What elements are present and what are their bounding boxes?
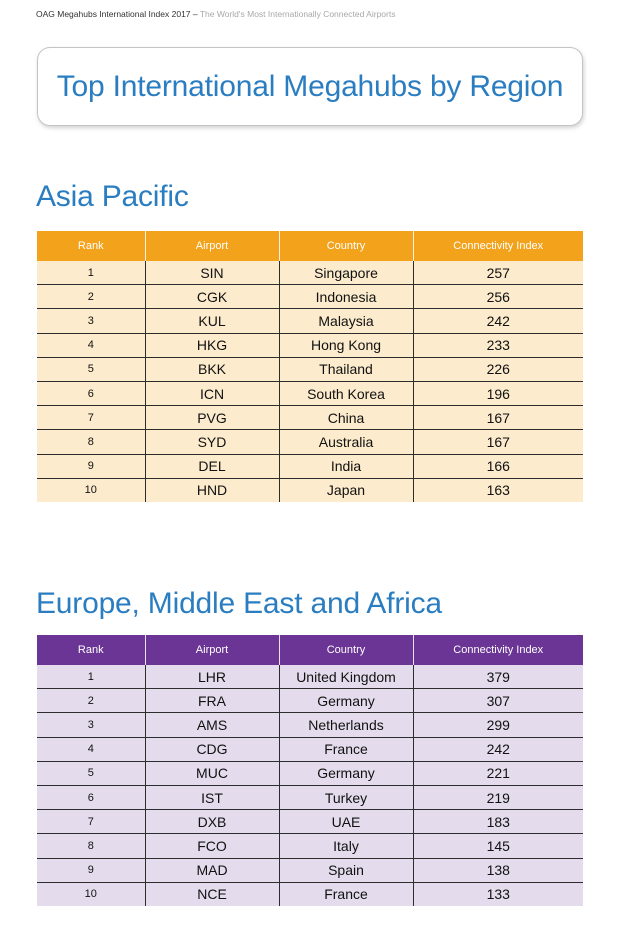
connectivity-index-cell: 163 xyxy=(413,478,583,502)
rank-cell: 5 xyxy=(37,761,145,785)
rank-cell: 6 xyxy=(37,381,145,405)
country-cell: United Kingdom xyxy=(279,665,413,689)
airport-cell: IST xyxy=(145,785,279,809)
table-row xyxy=(37,665,583,689)
airport-cell: SIN xyxy=(145,261,279,285)
rank-cell: 7 xyxy=(37,810,145,834)
rank-cell: 3 xyxy=(37,309,145,333)
airport-cell: LHR xyxy=(145,665,279,689)
connectivity-index-cell: 256 xyxy=(413,285,583,309)
country-cell: Germany xyxy=(279,689,413,713)
column-header-connectivity-index: Connectivity Index xyxy=(413,635,583,665)
column-header-rank: Rank xyxy=(37,635,145,665)
connectivity-index-cell: 242 xyxy=(413,309,583,333)
connectivity-index-cell: 307 xyxy=(413,689,583,713)
column-header-airport: Airport xyxy=(145,231,279,261)
table-row xyxy=(37,333,583,357)
airport-cell: KUL xyxy=(145,309,279,333)
rank-cell: 2 xyxy=(37,689,145,713)
table-header-row xyxy=(37,231,583,261)
header-subtitle: The World's Most Internationally Connected Airports xyxy=(199,9,396,19)
airport-cell: CDG xyxy=(145,737,279,761)
airport-cell: MAD xyxy=(145,858,279,882)
rank-cell: 10 xyxy=(37,882,145,906)
country-cell: Hong Kong xyxy=(279,333,413,357)
table-row xyxy=(37,882,583,906)
table-row xyxy=(37,309,583,333)
table-header-row xyxy=(37,635,583,665)
table-row xyxy=(37,785,583,809)
connectivity-index-cell: 167 xyxy=(413,406,583,430)
airport-cell: SYD xyxy=(145,430,279,454)
airport-cell: FRA xyxy=(145,689,279,713)
table-row xyxy=(37,430,583,454)
country-cell: China xyxy=(279,406,413,430)
country-cell: Singapore xyxy=(279,261,413,285)
table-row xyxy=(37,478,583,502)
table-row xyxy=(37,761,583,785)
rank-cell: 4 xyxy=(37,333,145,357)
country-cell: Australia xyxy=(279,430,413,454)
emea-heading: Europe, Middle East and Africa xyxy=(36,587,442,620)
table-row xyxy=(37,381,583,405)
rank-cell: 9 xyxy=(37,454,145,478)
table-row xyxy=(37,810,583,834)
connectivity-index-cell: 221 xyxy=(413,761,583,785)
table-row xyxy=(37,406,583,430)
column-header-rank: Rank xyxy=(37,231,145,261)
rank-cell: 3 xyxy=(37,713,145,737)
rank-cell: 8 xyxy=(37,430,145,454)
rank-cell: 8 xyxy=(37,834,145,858)
airport-cell: BKK xyxy=(145,357,279,381)
country-cell: Malaysia xyxy=(279,309,413,333)
country-cell: Italy xyxy=(279,834,413,858)
country-cell: Thailand xyxy=(279,357,413,381)
rank-cell: 1 xyxy=(37,665,145,689)
title-box xyxy=(37,47,583,126)
table-row xyxy=(37,834,583,858)
country-cell: Spain xyxy=(279,858,413,882)
connectivity-index-cell: 219 xyxy=(413,785,583,809)
airport-cell: ICN xyxy=(145,381,279,405)
airport-cell: DEL xyxy=(145,454,279,478)
country-cell: UAE xyxy=(279,810,413,834)
country-cell: South Korea xyxy=(279,381,413,405)
country-cell: France xyxy=(279,882,413,906)
connectivity-index-cell: 233 xyxy=(413,333,583,357)
airport-cell: MUC xyxy=(145,761,279,785)
table-row xyxy=(37,454,583,478)
connectivity-index-cell: 167 xyxy=(413,430,583,454)
table-row xyxy=(37,713,583,737)
country-cell: Germany xyxy=(279,761,413,785)
emea-table xyxy=(37,635,583,906)
column-header-connectivity-index: Connectivity Index xyxy=(413,231,583,261)
connectivity-index-cell: 138 xyxy=(413,858,583,882)
country-cell: Netherlands xyxy=(279,713,413,737)
table-row xyxy=(37,689,583,713)
page-title: Top International Megahubs by Region xyxy=(56,69,564,103)
connectivity-index-cell: 166 xyxy=(413,454,583,478)
column-header-country: Country xyxy=(279,635,413,665)
rank-cell: 9 xyxy=(37,858,145,882)
airport-cell: PVG xyxy=(145,406,279,430)
country-cell: Indonesia xyxy=(279,285,413,309)
table-row xyxy=(37,858,583,882)
header-title: OAG Megahubs International Index 2017 – xyxy=(36,9,200,19)
connectivity-index-cell: 133 xyxy=(413,882,583,906)
rank-cell: 10 xyxy=(37,478,145,502)
column-header-airport: Airport xyxy=(145,635,279,665)
airport-cell: CGK xyxy=(145,285,279,309)
connectivity-index-cell: 145 xyxy=(413,834,583,858)
connectivity-index-cell: 196 xyxy=(413,381,583,405)
connectivity-index-cell: 379 xyxy=(413,665,583,689)
table-row xyxy=(37,285,583,309)
rank-cell: 2 xyxy=(37,285,145,309)
airport-cell: FCO xyxy=(145,834,279,858)
rank-cell: 1 xyxy=(37,261,145,285)
connectivity-index-cell: 299 xyxy=(413,713,583,737)
airport-cell: NCE xyxy=(145,882,279,906)
rank-cell: 5 xyxy=(37,357,145,381)
table-row xyxy=(37,261,583,285)
emea-table-body xyxy=(37,665,583,906)
connectivity-index-cell: 183 xyxy=(413,810,583,834)
document-header xyxy=(36,9,395,19)
table-row xyxy=(37,357,583,381)
country-cell: Turkey xyxy=(279,785,413,809)
country-cell: France xyxy=(279,737,413,761)
connectivity-index-cell: 226 xyxy=(413,357,583,381)
asia-pacific-table xyxy=(37,231,583,502)
rank-cell: 7 xyxy=(37,406,145,430)
airport-cell: DXB xyxy=(145,810,279,834)
asia-pacific-table-body xyxy=(37,261,583,502)
connectivity-index-cell: 257 xyxy=(413,261,583,285)
table-row xyxy=(37,737,583,761)
connectivity-index-cell: 242 xyxy=(413,737,583,761)
column-header-country: Country xyxy=(279,231,413,261)
airport-cell: HND xyxy=(145,478,279,502)
asia-pacific-heading: Asia Pacific xyxy=(36,180,189,213)
country-cell: India xyxy=(279,454,413,478)
rank-cell: 4 xyxy=(37,737,145,761)
country-cell: Japan xyxy=(279,478,413,502)
airport-cell: HKG xyxy=(145,333,279,357)
airport-cell: AMS xyxy=(145,713,279,737)
rank-cell: 6 xyxy=(37,785,145,809)
